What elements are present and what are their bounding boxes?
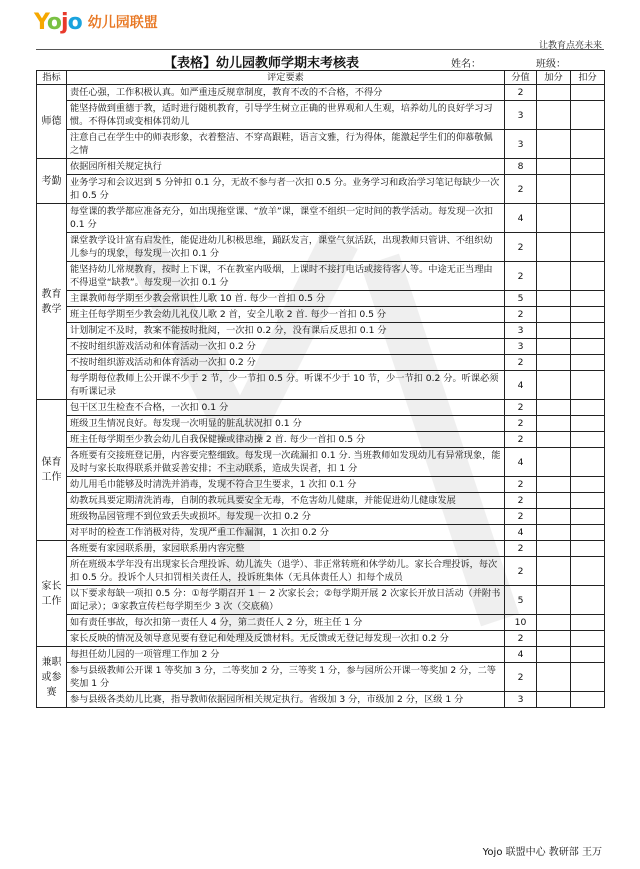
score-cell: 3 bbox=[505, 101, 537, 130]
criteria-cell: 责任心强，工作积极认真。如严重违反规章制度，教育不改的不合格，不得分 bbox=[67, 85, 505, 101]
category-childcare: 保育工作 bbox=[37, 400, 67, 541]
table-row bbox=[37, 323, 605, 339]
table-row bbox=[37, 355, 605, 371]
deduction-cell[interactable] bbox=[571, 175, 605, 204]
criteria-cell: 每堂课的教学都应准备充分，如出现拖堂课、“放羊”课，课堂不组织一定时间的教学活动。每发现一次扣 0.1 分 bbox=[67, 204, 505, 233]
criteria-cell: 班级物品园管理不到位致丢失或损坏。每发现一次扣 0.2 分 bbox=[67, 509, 505, 525]
deduction-cell[interactable] bbox=[571, 262, 605, 291]
score-cell: 4 bbox=[505, 371, 537, 400]
bonus-cell[interactable] bbox=[537, 101, 571, 130]
criteria-cell: 家长反映的情况及领导意见要有登记和处理及反馈材料。无反馈或无登记每发现一次扣 0.2 分 bbox=[67, 631, 505, 647]
deduction-cell[interactable] bbox=[571, 355, 605, 371]
category-ethics: 师德 bbox=[37, 85, 67, 159]
deduction-cell[interactable] bbox=[571, 477, 605, 493]
criteria-cell: 对平时的检查工作消极对待，发现严重工作漏洞，1 次扣 0.2 分 bbox=[67, 525, 505, 541]
score-cell: 4 bbox=[505, 448, 537, 477]
table-row bbox=[37, 371, 605, 400]
deduction-cell[interactable] bbox=[571, 557, 605, 586]
table-row bbox=[37, 647, 605, 663]
score-cell: 2 bbox=[505, 175, 537, 204]
table-row bbox=[37, 692, 605, 708]
deduction-cell[interactable] bbox=[571, 307, 605, 323]
table-row bbox=[37, 307, 605, 323]
bonus-cell[interactable] bbox=[537, 371, 571, 400]
table-row bbox=[37, 509, 605, 525]
column-header-deduction: 扣分 bbox=[571, 71, 605, 85]
bonus-cell[interactable] bbox=[537, 509, 571, 525]
criteria-cell: 班级卫生情况良好。每发现一次明显的脏乱状况扣 0.1 分 bbox=[67, 416, 505, 432]
bonus-cell[interactable] bbox=[537, 557, 571, 586]
criteria-cell: 参与县级各类幼儿比赛，指导教师依据园所相关规定执行。省级加 3 分，市级加 2 分，区级 1 分 bbox=[67, 692, 505, 708]
score-cell: 2 bbox=[505, 631, 537, 647]
criteria-cell: 每担任幼儿园的一项管理工作加 2 分 bbox=[67, 647, 505, 663]
category-parttime-competition: 兼职或参赛 bbox=[37, 647, 67, 708]
deduction-cell[interactable] bbox=[571, 525, 605, 541]
score-cell: 2 bbox=[505, 400, 537, 416]
deduction-cell[interactable] bbox=[571, 509, 605, 525]
bonus-cell[interactable] bbox=[537, 233, 571, 262]
score-cell: 2 bbox=[505, 262, 537, 291]
deduction-cell[interactable] bbox=[571, 631, 605, 647]
deduction-cell[interactable] bbox=[571, 692, 605, 708]
score-cell: 2 bbox=[505, 557, 537, 586]
deduction-cell[interactable] bbox=[571, 130, 605, 159]
bonus-cell[interactable] bbox=[537, 647, 571, 663]
bonus-cell[interactable] bbox=[537, 130, 571, 159]
score-cell: 2 bbox=[505, 509, 537, 525]
bonus-cell[interactable] bbox=[537, 307, 571, 323]
criteria-cell: 所在班级本学年没有出现家长合理投诉、幼儿流失（退学）、非正常转班和休学幼儿。家长合理投诉，每次扣 0.5 分。投诉个人只扣罚相关责任人，投诉班集体（无具体责任人）扣每个成员 bbox=[67, 557, 505, 586]
deduction-cell[interactable] bbox=[571, 233, 605, 262]
bonus-cell[interactable] bbox=[537, 631, 571, 647]
criteria-cell: 不按时组织游戏活动和体育活动一次扣 0.2 分 bbox=[67, 339, 505, 355]
deduction-cell[interactable] bbox=[571, 159, 605, 175]
table-row bbox=[37, 416, 605, 432]
column-header-score: 分值 bbox=[505, 71, 537, 85]
table-row bbox=[37, 101, 605, 130]
document-title: 【表格】幼儿园教师学期末考核表 bbox=[164, 56, 360, 71]
score-cell: 2 bbox=[505, 493, 537, 509]
table-row bbox=[37, 339, 605, 355]
table-row bbox=[37, 493, 605, 509]
deduction-cell[interactable] bbox=[571, 339, 605, 355]
bonus-cell[interactable] bbox=[537, 692, 571, 708]
criteria-cell: 参与县级教师公开课 1 等奖加 3 分，二等奖加 2 分，三等奖 1 分，参与园所公开课一等奖加 2 分，二等奖加 1 分 bbox=[67, 663, 505, 692]
criteria-cell: 幼儿用毛巾能够及时清洗并消毒，发现不符合卫生要求，1 次扣 0.1 分 bbox=[67, 477, 505, 493]
table-row bbox=[37, 663, 605, 692]
bonus-cell[interactable] bbox=[537, 291, 571, 307]
bonus-cell[interactable] bbox=[537, 477, 571, 493]
criteria-cell: 各班要有交接班登记册，内容要完整细致。每发现一次疏漏扣 0.1 分. 当班教师如发现幼儿有异常现象，能及时与家长取得联系并做妥善安排；不主动联系，造成失误者，扣 1 分 bbox=[67, 448, 505, 477]
table-row bbox=[37, 400, 605, 416]
deduction-cell[interactable] bbox=[571, 204, 605, 233]
deduction-cell[interactable] bbox=[571, 323, 605, 339]
bonus-cell[interactable] bbox=[537, 432, 571, 448]
bonus-cell[interactable] bbox=[537, 85, 571, 101]
deduction-cell[interactable] bbox=[571, 493, 605, 509]
bonus-cell[interactable] bbox=[537, 416, 571, 432]
deduction-cell[interactable] bbox=[571, 416, 605, 432]
table-row bbox=[37, 159, 605, 175]
criteria-cell: 班主任每学期至少教会幼儿礼仪儿歌 2 首，安全儿歌 2 首. 每少一首扣 0.5 分 bbox=[67, 307, 505, 323]
score-cell: 2 bbox=[505, 307, 537, 323]
criteria-cell: 能坚持幼儿常规教育，按时上下课，不在教室内吸烟，上课时不接打电话或接待客人等。中途无正当理由不得退堂“缺教”。每发现一次扣 0.1 分 bbox=[67, 262, 505, 291]
score-cell: 2 bbox=[505, 85, 537, 101]
score-cell: 3 bbox=[505, 323, 537, 339]
bonus-cell[interactable] bbox=[537, 541, 571, 557]
column-header-criteria: 评定要素 bbox=[67, 71, 505, 85]
table-row bbox=[37, 615, 605, 631]
score-cell: 2 bbox=[505, 355, 537, 371]
table-row bbox=[37, 586, 605, 615]
table-row bbox=[37, 291, 605, 307]
footer-credit: Yojo 联盟中心 教研部 王万 bbox=[482, 847, 602, 858]
table-row bbox=[37, 525, 605, 541]
bonus-cell[interactable] bbox=[537, 323, 571, 339]
table-row bbox=[37, 85, 605, 101]
deduction-cell[interactable] bbox=[571, 541, 605, 557]
criteria-cell: 课堂教学设计富有启发性，能促进幼儿积极思维，踊跃发言，课堂气氛活跃，出现教师只管讲、不组织幼儿参与的现象，每发现一次扣 0.1 分 bbox=[67, 233, 505, 262]
deduction-cell[interactable] bbox=[571, 371, 605, 400]
table-row bbox=[37, 233, 605, 262]
score-cell: 5 bbox=[505, 291, 537, 307]
deduction-cell[interactable] bbox=[571, 647, 605, 663]
score-cell: 5 bbox=[505, 586, 537, 615]
score-cell: 3 bbox=[505, 692, 537, 708]
criteria-cell: 包干区卫生检查不合格，一次扣 0.1 分 bbox=[67, 400, 505, 416]
score-cell: 10 bbox=[505, 615, 537, 631]
header-divider bbox=[36, 49, 604, 50]
bonus-cell[interactable] bbox=[537, 448, 571, 477]
score-cell: 2 bbox=[505, 432, 537, 448]
criteria-cell: 业务学习和会议迟到 5 分钟扣 0.1 分，无故不参与者一次扣 0.5 分。业务学习和政治学习笔记每缺少一次扣 0.5 分 bbox=[67, 175, 505, 204]
bonus-cell[interactable] bbox=[537, 159, 571, 175]
bonus-cell[interactable] bbox=[537, 615, 571, 631]
criteria-cell: 计划制定不及时，教案不能按时批阅，一次扣 0.2 分，没有课后反思扣 0.1 分 bbox=[67, 323, 505, 339]
table-row bbox=[37, 262, 605, 291]
bonus-cell[interactable] bbox=[537, 525, 571, 541]
score-cell: 2 bbox=[505, 663, 537, 692]
bonus-cell[interactable] bbox=[537, 175, 571, 204]
table-header-row bbox=[37, 71, 605, 85]
slogan: 让教育点亮未来 bbox=[538, 41, 602, 51]
score-cell: 2 bbox=[505, 541, 537, 557]
bonus-cell[interactable] bbox=[537, 400, 571, 416]
table-row bbox=[37, 130, 605, 159]
bonus-cell[interactable] bbox=[537, 262, 571, 291]
criteria-cell: 幼教玩具要定期清洗消毒，自制的教玩具要安全无毒，不危害幼儿健康，并能促进幼儿健康发展 bbox=[67, 493, 505, 509]
title-row bbox=[36, 52, 604, 70]
bonus-cell[interactable] bbox=[537, 586, 571, 615]
deduction-cell[interactable] bbox=[571, 101, 605, 130]
category-attendance: 考勤 bbox=[37, 159, 67, 204]
deduction-cell[interactable] bbox=[571, 663, 605, 692]
criteria-cell: 依据园所相关规定执行 bbox=[67, 159, 505, 175]
bonus-cell[interactable] bbox=[537, 339, 571, 355]
score-cell: 4 bbox=[505, 204, 537, 233]
logo-text: 幼儿园联盟 bbox=[87, 15, 158, 31]
score-cell: 2 bbox=[505, 233, 537, 262]
table-row bbox=[37, 432, 605, 448]
table-row bbox=[37, 631, 605, 647]
class-label: 班级： bbox=[536, 59, 566, 70]
score-cell: 3 bbox=[505, 130, 537, 159]
yojo-logo bbox=[34, 12, 158, 34]
criteria-cell: 各班要有家园联系册，家园联系册内容完整 bbox=[67, 541, 505, 557]
name-label: 姓名： bbox=[451, 59, 481, 70]
column-header-indicator: 指标 bbox=[37, 71, 67, 85]
score-cell: 4 bbox=[505, 525, 537, 541]
deduction-cell[interactable] bbox=[571, 615, 605, 631]
deduction-cell[interactable] bbox=[571, 400, 605, 416]
criteria-cell: 每学期每位教师上公开课不少于 2 节，少一节扣 0.5 分。听课不少于 10 节，少一节扣 0.2 分。听课必须有听课记录 bbox=[67, 371, 505, 400]
deduction-cell[interactable] bbox=[571, 586, 605, 615]
score-cell: 8 bbox=[505, 159, 537, 175]
table-row bbox=[37, 175, 605, 204]
criteria-cell: 班主任每学期至少教会幼儿自我保健操或律动操 2 首. 每少一首扣 0.5 分 bbox=[67, 432, 505, 448]
bonus-cell[interactable] bbox=[537, 493, 571, 509]
score-cell: 2 bbox=[505, 416, 537, 432]
deduction-cell[interactable] bbox=[571, 85, 605, 101]
score-cell: 2 bbox=[505, 477, 537, 493]
yojo-logo-mark: Yojo bbox=[34, 10, 82, 35]
score-cell: 3 bbox=[505, 339, 537, 355]
score-cell: 4 bbox=[505, 647, 537, 663]
criteria-cell: 能坚持做到重德于教，适时进行随机教育，引导学生树立正确的世界观和人生观，培养幼儿的良好学习习惯。不得体罚或变相体罚幼儿 bbox=[67, 101, 505, 130]
criteria-cell: 如有责任事故，每次扣第一责任人 4 分，第二责任人 2 分，班主任 1 分 bbox=[67, 615, 505, 631]
criteria-cell: 注意自己在学生中的师表形象，衣着整洁、不穿高跟鞋，语言文雅，行为得体，能激起学生们的仰慕敬佩之情 bbox=[67, 130, 505, 159]
criteria-cell: 不按时组织游戏活动和体育活动一次扣 0.2 分 bbox=[67, 355, 505, 371]
category-parent-work: 家长工作 bbox=[37, 541, 67, 647]
table-row bbox=[37, 477, 605, 493]
bonus-cell[interactable] bbox=[537, 355, 571, 371]
criteria-cell: 以下要求每缺一项扣 0.5 分：①每学期召开 1 － 2 次家长会；②每学期开展 2 次家长开放日活动（并附书面记录）；③家教宣传栏每学期至少 3 次（交底稿） bbox=[67, 586, 505, 615]
deduction-cell[interactable] bbox=[571, 432, 605, 448]
column-header-bonus: 加分 bbox=[537, 71, 571, 85]
criteria-cell: 主课教师每学期至少教会常识性儿歌 10 首. 每少一首扣 0.5 分 bbox=[67, 291, 505, 307]
page-header bbox=[0, 0, 640, 50]
table-row bbox=[37, 541, 605, 557]
assessment-table bbox=[36, 70, 605, 708]
deduction-cell[interactable] bbox=[571, 448, 605, 477]
table-row bbox=[37, 557, 605, 586]
table-row bbox=[37, 448, 605, 477]
category-teaching: 教育教学 bbox=[37, 204, 67, 400]
bonus-cell[interactable] bbox=[537, 663, 571, 692]
table-row bbox=[37, 204, 605, 233]
bonus-cell[interactable] bbox=[537, 204, 571, 233]
deduction-cell[interactable] bbox=[571, 291, 605, 307]
